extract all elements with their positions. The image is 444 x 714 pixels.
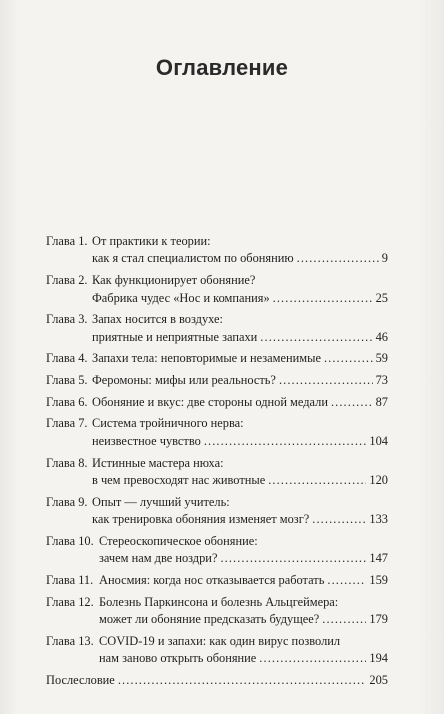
toc-line bbox=[46, 250, 388, 267]
chapter-label: Глава 4. bbox=[46, 351, 88, 366]
page-number: 179 bbox=[369, 611, 388, 626]
page-number: 147 bbox=[369, 551, 388, 566]
toc-line bbox=[46, 455, 388, 472]
toc-entry[interactable] bbox=[46, 533, 388, 568]
toc-line bbox=[46, 533, 388, 550]
page-number: 9 bbox=[381, 251, 388, 266]
leader-dots bbox=[331, 394, 373, 411]
toc-entry[interactable] bbox=[46, 572, 388, 589]
chapter-label: Глава 9. bbox=[46, 494, 88, 509]
chapter-title-line: Опыт — лучший учитель: bbox=[92, 494, 230, 509]
chapter-title-line: нам заново открыть обоняние bbox=[99, 651, 257, 666]
toc-line bbox=[46, 350, 388, 367]
chapter-label: Глава 5. bbox=[46, 373, 88, 388]
toc-entry[interactable] bbox=[46, 672, 388, 689]
leader-dots bbox=[312, 511, 366, 528]
toc-entry[interactable] bbox=[46, 633, 388, 668]
leader-dots bbox=[273, 290, 373, 307]
leader-dots bbox=[297, 250, 379, 267]
leader-dots bbox=[268, 472, 366, 489]
toc-entry[interactable] bbox=[46, 494, 388, 529]
leader-dots bbox=[259, 650, 366, 667]
toc-line bbox=[46, 372, 388, 389]
chapter-label: Глава 7. bbox=[46, 416, 88, 431]
chapter-title-line: Система тройничного нерва: bbox=[92, 416, 244, 431]
toc-entry[interactable] bbox=[46, 455, 388, 490]
toc-line bbox=[46, 233, 388, 250]
chapter-title-line: Болезнь Паркинсона и болезнь Альцгеймера: bbox=[99, 594, 339, 609]
chapter-label: Глава 3. bbox=[46, 312, 88, 327]
toc-line bbox=[46, 572, 388, 589]
chapter-title-line: Феромоны: мифы или реальность? bbox=[92, 373, 276, 388]
page-number: 25 bbox=[375, 290, 388, 305]
toc-line bbox=[46, 633, 388, 650]
chapter-label: Глава 12. bbox=[46, 594, 94, 609]
toc-line bbox=[46, 433, 388, 450]
leader-dots bbox=[322, 611, 366, 628]
toc-entry[interactable] bbox=[46, 394, 388, 411]
leader-dots bbox=[220, 550, 366, 567]
chapter-title-line: как тренировка обоняния изменяет мозг? bbox=[92, 512, 310, 527]
toc-line bbox=[46, 611, 388, 628]
chapter-label: Глава 2. bbox=[46, 273, 88, 288]
toc-line bbox=[46, 550, 388, 567]
chapter-label: Глава 11. bbox=[46, 572, 94, 587]
leader-dots bbox=[260, 329, 372, 346]
leader-dots bbox=[324, 350, 373, 367]
toc-entry[interactable] bbox=[46, 311, 388, 346]
table-of-contents bbox=[46, 233, 388, 694]
toc-line bbox=[46, 329, 388, 346]
chapter-label: Глава 10. bbox=[46, 533, 94, 548]
toc-entry[interactable] bbox=[46, 272, 388, 307]
toc-entry[interactable] bbox=[46, 372, 388, 389]
toc-line bbox=[46, 511, 388, 528]
chapter-title-line: COVID-19 и запахи: как один вирус позволил bbox=[99, 633, 341, 648]
chapter-title-line: зачем нам две ноздри? bbox=[99, 551, 218, 566]
chapter-title-line: как я стал специалистом по обонянию bbox=[92, 251, 294, 266]
page-number: 59 bbox=[375, 351, 388, 366]
page-title: Оглавление bbox=[155, 55, 289, 80]
toc-line bbox=[46, 472, 388, 489]
chapter-title-line: Истинные мастера нюха: bbox=[92, 455, 224, 470]
chapter-label: Глава 1. bbox=[46, 234, 88, 248]
toc-line bbox=[46, 494, 388, 511]
chapter-label: Глава 13. bbox=[46, 633, 94, 648]
chapter-title-line: в чем превосходят нас животные bbox=[92, 472, 266, 487]
page-number: 133 bbox=[369, 512, 388, 527]
chapter-title-line: неизвестное чувство bbox=[92, 433, 201, 448]
toc-line bbox=[46, 672, 388, 689]
chapter-title-line: Аносмия: когда нос отказывается работать bbox=[99, 572, 325, 587]
page-number: 194 bbox=[369, 651, 388, 666]
toc-entry[interactable] bbox=[46, 350, 388, 367]
chapter-label: Глава 6. bbox=[46, 394, 88, 409]
chapter-title-line: От практики к теории: bbox=[92, 234, 211, 248]
chapter-title-line: может ли обоняние предсказать будущее? bbox=[99, 611, 320, 626]
chapter-title-line: Запах носится в воздухе: bbox=[92, 312, 224, 327]
toc-line bbox=[46, 650, 388, 667]
page-number: 46 bbox=[375, 329, 388, 344]
toc-entry[interactable] bbox=[46, 594, 388, 629]
page-number: 73 bbox=[375, 373, 388, 388]
chapter-label: Глава 8. bbox=[46, 455, 88, 470]
toc-line bbox=[46, 272, 388, 289]
toc-line bbox=[46, 594, 388, 611]
chapter-title-line: приятные и неприятные запахи bbox=[92, 329, 258, 344]
toc-line bbox=[46, 415, 388, 432]
toc-line bbox=[46, 394, 388, 411]
chapter-title-line: Стереоскопическое обоняние: bbox=[99, 533, 258, 548]
page-number: 104 bbox=[369, 433, 388, 448]
page-number: 120 bbox=[369, 472, 388, 487]
chapter-label: Послесловие bbox=[46, 672, 115, 687]
page-number: 205 bbox=[369, 672, 388, 687]
toc-line bbox=[46, 290, 388, 307]
toc-entry[interactable] bbox=[46, 415, 388, 450]
toc-entry[interactable] bbox=[46, 233, 388, 268]
leader-dots bbox=[279, 372, 373, 389]
leader-dots bbox=[118, 672, 367, 689]
page-number: 87 bbox=[375, 394, 388, 409]
leader-dots bbox=[204, 433, 367, 450]
chapter-title-line: Обоняние и вкус: две стороны одной медали bbox=[92, 394, 328, 409]
page-number: 159 bbox=[369, 572, 388, 587]
chapter-title-line: Как функционирует обоняние? bbox=[92, 273, 256, 288]
chapter-title-line: Фабрика чудес «Нос и компания» bbox=[92, 290, 270, 305]
leader-dots bbox=[327, 572, 366, 589]
toc-line bbox=[46, 311, 388, 328]
chapter-title-line: Запахи тела: неповторимые и незаменимые bbox=[92, 351, 321, 366]
